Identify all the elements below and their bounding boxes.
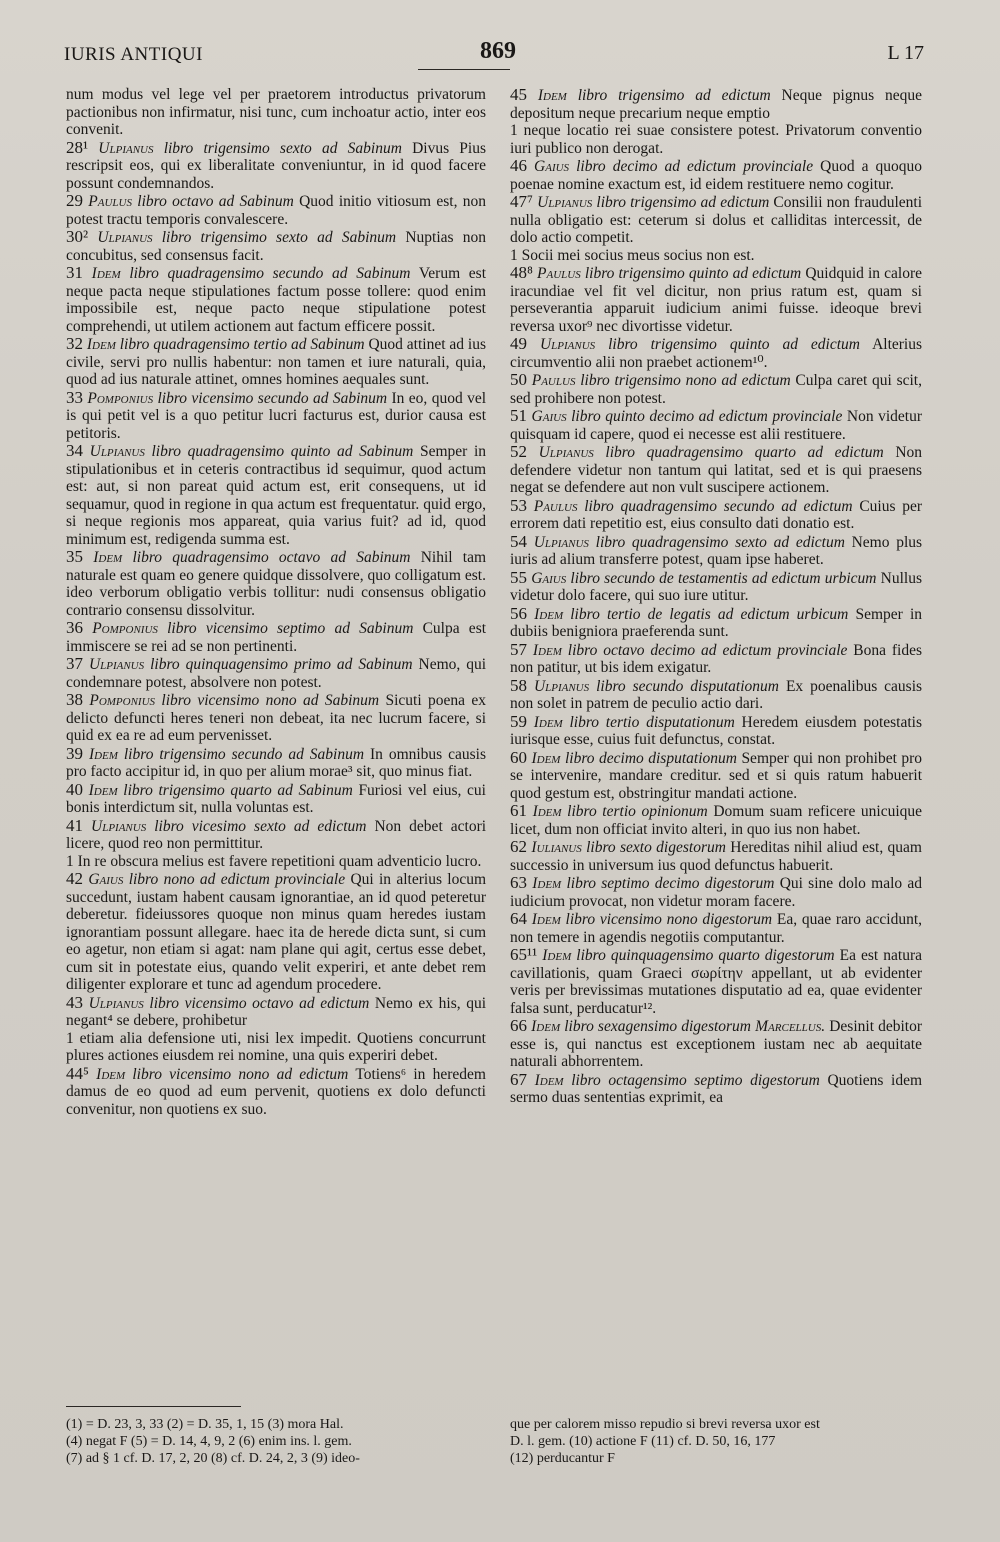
- jurist-name: Idem: [533, 713, 563, 731]
- inscription: [542, 947, 834, 964]
- law-number: 36: [66, 618, 83, 637]
- book-reference: libro vicensimo septimo ad Sabinum: [167, 620, 414, 637]
- law-number: 35: [66, 547, 83, 566]
- law-entry: [510, 407, 922, 443]
- law-number: 45: [510, 85, 527, 104]
- jurist-name: Idem: [531, 749, 561, 767]
- book-reference: libro vicensimo nono ad Sabinum: [161, 692, 380, 709]
- law-number: 38: [66, 690, 83, 709]
- jurist-name: Paulus: [88, 193, 132, 210]
- law-number: 53: [510, 495, 527, 515]
- law-entry: [510, 533, 922, 569]
- paragraph: [66, 1030, 486, 1065]
- jurist-name: Idem: [532, 641, 562, 659]
- jurist-name: Idem: [531, 911, 561, 928]
- inscription: [534, 498, 853, 515]
- book-reference: libro quadragensimo octavo ad Sabinum: [132, 549, 411, 566]
- jurist-name: Ulpianus: [537, 194, 593, 211]
- jurist-name: Idem: [531, 1018, 561, 1035]
- inscription: [531, 839, 726, 856]
- paragraph: [510, 122, 922, 157]
- jurist-name: Ulpianus: [533, 533, 589, 551]
- law-number: 30²: [66, 227, 89, 246]
- book-reference: libro trigensimo sexto ad Sabinum: [163, 139, 402, 157]
- jurist-name: Idem: [91, 265, 121, 282]
- law-text: In eo, quod vel is qui petit vel is a quo petitur lucri facturus est, durior causa est petitoris.: [66, 389, 487, 442]
- jurist-name: Gaius: [531, 408, 567, 425]
- inscription: [532, 408, 843, 425]
- section-marker: L 17: [887, 42, 924, 64]
- book-reference: libro quadragensimo tertio ad Sabinum: [119, 336, 365, 353]
- book-reference: libro vicensimo nono digestorum: [565, 911, 773, 928]
- law-entry: [510, 157, 922, 193]
- jurist-name: Idem: [96, 1065, 126, 1083]
- book-reference: libro quinquagensimo primo ad Sabinum: [150, 656, 413, 673]
- paragraph-text: 1 etiam alia defensione uti, nisi lex impedit. Quotiens concurrunt plures actiones eiusdem rei nomine, una quis experiri debet.: [66, 1029, 486, 1064]
- law-entry: [510, 605, 922, 641]
- book-reference: libro trigensimo sexto ad Sabinum: [161, 229, 397, 246]
- law-number: 58: [510, 675, 527, 695]
- footnote-line: (1) = D. 23, 3, 33 (2) = D. 35, 1, 15 (3) mora Hal.: [66, 1417, 344, 1432]
- inscription: [89, 656, 413, 673]
- book-reference: libro octagensimo septimo digestorum: [571, 1071, 820, 1089]
- law-number: 61: [510, 801, 527, 820]
- law-number: 48⁸: [510, 263, 533, 282]
- law-number: 33: [66, 387, 83, 407]
- law-entry: [510, 874, 922, 910]
- law-text: Non defendere videtur non tantum qui latitat, sed et is qui praesens negat se defendere aut non vult suscipere actionem.: [510, 444, 923, 496]
- book-reference: libro trigensimo quinto ad edictum: [584, 265, 802, 282]
- inscription: [87, 390, 387, 407]
- law-entry: [510, 443, 922, 497]
- law-entry: [510, 713, 922, 749]
- inscription: [534, 606, 848, 623]
- book-reference: libro trigensimo quarto ad Sabinum: [123, 781, 353, 799]
- jurist-name: Idem: [532, 875, 562, 892]
- law-number: 40: [66, 779, 83, 799]
- inscription: [90, 443, 414, 460]
- running-header: [64, 38, 924, 70]
- law-number: 62: [510, 837, 527, 856]
- law-entry: [510, 264, 922, 335]
- inscription: [89, 782, 353, 799]
- law-number: 47⁷: [510, 192, 533, 211]
- law-number: 37: [66, 654, 83, 673]
- inscription: [534, 714, 735, 731]
- inscription: [89, 746, 364, 763]
- book-reference: libro vicensimo secundo ad Sabinum: [157, 389, 388, 407]
- footnote-line: (4) negat F (5) = D. 14, 4, 9, 2 (6) enim ins. l. gem.: [66, 1434, 352, 1449]
- inscription: [91, 818, 366, 835]
- law-entry: [510, 1017, 922, 1071]
- inscription: [87, 336, 365, 353]
- law-entry: [66, 228, 486, 264]
- law-number: 59: [510, 711, 527, 731]
- law-text: Hereditas nihil aliud est, quam successio in universum ius quod defunctus habuerit.: [510, 839, 922, 874]
- inscription: [532, 372, 791, 389]
- law-number: 67: [510, 1069, 527, 1089]
- book-reference: libro quadragensimo quinto ad Sabinum: [151, 443, 414, 460]
- book-reference: libro tertio disputationum: [569, 713, 735, 731]
- law-text: Culpa est immiscere se rei ad se non pertinenti.: [66, 620, 487, 655]
- book-reference: libro quinquagensimo quarto digestorum: [576, 947, 835, 964]
- law-text: Verum est neque pacta neque stipulationes factum posse tollere: quod enim impossibile est, neque pacto neque stipulatione potest comprehendi, ut utilem actionem aut factum efficere possit.: [66, 265, 487, 335]
- inscription: [539, 444, 884, 461]
- law-number: 41: [66, 815, 83, 835]
- law-number: 32: [66, 334, 83, 353]
- jurist-name: Ulpianus: [539, 336, 596, 353]
- law-entry: [66, 619, 486, 655]
- paragraph: [510, 247, 922, 265]
- jurist-name: Idem: [86, 336, 116, 353]
- inscription: [97, 229, 396, 246]
- header-rule: [418, 69, 510, 70]
- inscription: [93, 549, 410, 566]
- jurist-name: Ulpianus: [98, 139, 154, 157]
- inscription-tail: Marcellus.: [755, 1018, 826, 1035]
- inscription: [88, 871, 345, 888]
- law-number: 51: [510, 406, 527, 425]
- law-text: Non videtur quisquam id capere, quod ei necesse est alii restituere.: [510, 408, 923, 443]
- book-reference: libro trigensimo ad edictum: [577, 87, 771, 104]
- law-entry: [510, 946, 922, 1017]
- jurist-name: Pomponius: [92, 620, 158, 637]
- inscription: [540, 336, 860, 353]
- book-reference: libro octavo decimo ad edictum provinciale: [567, 641, 848, 659]
- book-reference: libro trigensimo ad edictum: [596, 194, 770, 211]
- law-entry: [66, 264, 486, 335]
- law-entry: [510, 569, 922, 605]
- law-entry: [510, 193, 922, 247]
- book-reference: libro sexto digestorum: [586, 839, 726, 856]
- law-text: Quod attinet ad ius civile, servi pro nullis habentur: non tamen et iure naturali, quia, quod ad ius naturale attinet, omnes homines aequales sunt.: [66, 336, 487, 388]
- law-entry: [510, 497, 922, 533]
- law-text: Desinit debitor esse is, qui nanctus est exceptionem iustam nec ab aequitate naturali abhorrentem.: [510, 1018, 923, 1070]
- book-reference: libro septimo decimo digestorum: [566, 875, 775, 892]
- inscription: [531, 570, 876, 587]
- inscription: [92, 265, 411, 282]
- law-entry: [510, 677, 922, 713]
- paragraph: [66, 853, 486, 871]
- book-reference: libro vicensimo nono ad edictum: [132, 1065, 349, 1083]
- footnote-line: (7) ad § 1 cf. D. 17, 2, 20 (8) cf. D. 24, 2, 3 (9) ideo-: [66, 1451, 360, 1466]
- law-entry: [66, 442, 486, 548]
- law-text: Culpa caret qui scit, sed prohibere non potest.: [510, 372, 922, 407]
- law-text: Qui in alterius locum succedunt, iustam habent causam ignorantiae, an id quod peteretur deberetur. fideiussores quoque non minus quam heredes iustam ignorantiam possunt allegare. haec ita de herede dicta sunt, si cum eo agetur, non etiam si agat: nam plane qui agit, certus esse debet, cum sit in potestate eius, quando velit experiri, et ante debet rem diligenter explorare et tunc ad agendum procedere.: [66, 871, 487, 993]
- paragraph-text: 1 Socii mei socius meus socius non est.: [510, 246, 755, 264]
- paragraph: [66, 86, 486, 139]
- law-entry: [66, 548, 486, 619]
- inscription: [534, 534, 845, 551]
- inscription: [533, 642, 848, 659]
- book-reference: libro tertio opinionum: [567, 803, 708, 820]
- footnote-line: (12) perducantur F: [510, 1451, 615, 1466]
- footnote-rule: [66, 1406, 241, 1407]
- law-number: 55: [510, 567, 527, 587]
- law-text: Semper qui non prohibet pro se intervenire, mandare creditur. sed et si quis ratum habuerit quod gestum est, obstringitur mandati actione.: [510, 749, 923, 802]
- law-text: Heredem eiusdem potestatis iurisque esse, cuius fuit defunctus, constat.: [510, 713, 922, 748]
- law-text: Furiosi vel eius, cui bonis interdictum sit, nulla voluntas est.: [66, 781, 486, 816]
- jurist-name: Idem: [93, 549, 123, 566]
- inscription: [88, 193, 294, 210]
- law-text: Semper in dubiis benigniora praeferenda sunt.: [510, 605, 922, 640]
- law-number: 28¹: [66, 137, 89, 157]
- law-number: 29: [66, 191, 83, 210]
- law-text: Semper in stipulationibus et in ceteris contractibus id sequimur, quod actum est: aut, si non pareat quid actum est, erit consequens, ut id sequamur, quod in regione in qua actum est frequentatur. quid ergo, si neque regionis mos appareat, quia varius fuit? ad id, quod minimum est, redigenda summa est.: [66, 443, 486, 548]
- book-reference: libro vicensimo octavo ad edictum: [149, 994, 370, 1012]
- law-entry: [66, 994, 486, 1030]
- law-number: 65¹¹: [510, 945, 538, 964]
- footnotes-left: [66, 1416, 486, 1467]
- law-text: Ex poenalibus causis non solet in patrem de peculio actio dari.: [510, 677, 923, 712]
- inscription: [89, 692, 379, 709]
- book-reference: libro trigensimo nono ad edictum: [580, 372, 791, 389]
- paragraph-text: 1 In re obscura melius est favere repetitioni quam adventicio lucro.: [66, 852, 482, 870]
- law-text: Ea, quae raro accidunt, non temere in agendis negotiis computantur.: [510, 911, 922, 946]
- law-text: Nemo ex his, qui negant⁴ se debere, prohibetur: [66, 994, 487, 1029]
- jurist-name: Idem: [542, 947, 572, 964]
- law-number: 31: [66, 263, 83, 282]
- jurist-name: Idem: [534, 605, 564, 623]
- law-text: Consilii non fraudulenti nulla obligatio est: ceterum si dolus et calliditas intercessit, de dolo actio competit.: [510, 194, 923, 246]
- law-text: Domum suam reficere unicuique licet, dum non officiat invito alteri, in quo ius non habet.: [510, 803, 923, 838]
- law-entry: [66, 781, 486, 817]
- law-number: 63: [510, 873, 527, 892]
- jurist-name: Gaius: [88, 871, 124, 888]
- book-reference: libro quadragensimo quarto ad edictum: [605, 444, 884, 461]
- law-entry: [66, 745, 486, 781]
- inscription: [535, 1072, 820, 1089]
- law-entry: [510, 86, 922, 122]
- law-entry: [510, 838, 922, 874]
- inscription: [531, 750, 736, 767]
- left-column: [66, 86, 486, 1118]
- law-entry: [66, 335, 486, 389]
- jurist-name: Ulpianus: [91, 817, 147, 835]
- law-text: Quotiens idem sermo duas sententias exprimit, ea: [510, 1071, 923, 1106]
- law-entry: [66, 817, 486, 853]
- jurist-name: Ulpianus: [97, 229, 153, 246]
- jurist-name: Ulpianus: [89, 443, 145, 460]
- jurist-name: Idem: [88, 745, 118, 763]
- law-entry: [66, 389, 486, 443]
- jurist-name: Idem: [534, 1071, 564, 1089]
- jurist-name: Idem: [537, 87, 567, 104]
- law-text: Quod initio vitiosum est, non potest tractu temporis convalescere.: [66, 193, 487, 228]
- law-entry: [510, 641, 922, 677]
- book-reference: libro nono ad edictum provinciale: [128, 871, 346, 888]
- law-text: Totiens⁶ in heredem damus de eo quod ad eum pervenit, quotiens ex dolo defuncti convenitur, non quotiens ex suo.: [66, 1065, 486, 1118]
- inscription: [537, 194, 769, 211]
- law-number: 64: [510, 909, 527, 928]
- jurist-name: Ulpianus: [538, 444, 594, 461]
- book-reference: libro secundo disputationum: [596, 677, 779, 695]
- book-reference: libro decimo ad edictum provinciale: [576, 158, 814, 175]
- law-number: 54: [510, 531, 527, 551]
- paragraph-text: num modus vel lege vel per praetorem introductus privatorum pactionibus non infirmatur, nisi tunc, cum inchoatur actio, inter eos convenit.: [66, 86, 486, 138]
- law-number: 66: [510, 1016, 527, 1035]
- law-entry: [66, 655, 486, 691]
- law-text: Non debet actori licere, quod reo non permittitur.: [66, 817, 487, 852]
- inscription: [532, 911, 772, 928]
- law-entry: [66, 691, 486, 745]
- law-text: In omnibus causis pro facto accipitur id, in quo per alium morae³ sit, quo minus fiat.: [66, 745, 487, 780]
- law-text: Divus Pius rescripsit eos, qui ex liberalitate conveniuntur, in id quod facere possunt condemnandos.: [66, 139, 487, 192]
- jurist-name: Ulpianus: [88, 994, 144, 1012]
- law-entry: [510, 910, 922, 946]
- law-number: 43: [66, 992, 83, 1012]
- law-number: 39: [66, 743, 83, 763]
- law-number: 57: [510, 639, 527, 659]
- law-number: 56: [510, 603, 527, 623]
- law-text: Ea est natura cavillationis, quam Graeci σωρίτην appellant, ut ab evidenter veris per brevissimas mutationes disputatio ad ea, quae evidenter falsa sunt, perducatur¹².: [510, 947, 922, 1017]
- law-text: Alterius circumventio alii non praebet actionem¹⁰.: [510, 336, 922, 371]
- jurist-name: Paulus: [531, 372, 576, 389]
- law-number: 52: [510, 442, 527, 461]
- inscription: [92, 620, 413, 637]
- jurist-name: Pomponius: [87, 389, 154, 407]
- page-number: 869: [480, 38, 516, 64]
- jurist-name: Iulianus: [531, 839, 582, 856]
- inscription: [537, 265, 801, 282]
- law-text: Quod a quoquo poenae nomine exactum est, id eidem restituere nemo cogitur.: [510, 158, 923, 193]
- book-reference: libro sexagensimo digestorum: [564, 1018, 752, 1035]
- law-entry: [66, 139, 486, 193]
- law-entry: [510, 749, 922, 803]
- law-entry: [66, 870, 486, 994]
- jurist-name: Paulus: [533, 497, 578, 515]
- book-reference: libro quadragensimo secundo ad Sabinum: [129, 265, 411, 282]
- law-entry: [510, 802, 922, 838]
- inscription: [538, 87, 771, 104]
- footnote-line: D. l. gem. (10) actione F (11) cf. D. 50, 16, 177: [510, 1434, 776, 1449]
- book-reference: libro decimo disputationum: [564, 749, 737, 767]
- inscription: [96, 1066, 348, 1083]
- inscription: [534, 678, 779, 695]
- law-entry: [510, 335, 922, 371]
- book-reference: libro octavo ad Sabinum: [137, 193, 294, 210]
- law-text: Qui sine dolo malo ad iudicium provocat, non videtur moram facere.: [510, 875, 923, 910]
- inscription: [533, 803, 708, 820]
- paragraph-text: 1 neque locatio rei suae consistere potest. Privatorum conventio iuri publico non derogat.: [510, 122, 922, 157]
- book-reference: libro trigensimo quinto ad edictum: [608, 336, 860, 353]
- law-entry: [510, 371, 922, 407]
- footnote-line: que per calorem misso repudio si brevi reversa uxor est: [510, 1417, 820, 1432]
- law-text: Nullus videtur dolo facere, qui suo iure utitur.: [510, 569, 923, 604]
- law-number: 42: [66, 869, 83, 888]
- law-number: 44⁵: [66, 1063, 89, 1083]
- inscription: [531, 1018, 825, 1035]
- running-title: IURIS ANTIQUI: [64, 44, 203, 65]
- jurist-name: Idem: [88, 781, 118, 799]
- inscription: [532, 875, 774, 892]
- jurist-name: Ulpianus: [88, 656, 145, 673]
- law-entry: [510, 1071, 922, 1107]
- inscription: [98, 140, 402, 157]
- law-text: Neque pignus neque depositum neque precarium neque emptio: [510, 87, 922, 122]
- law-number: 49: [510, 334, 527, 353]
- book-reference: libro secundo de testamentis ad edictum urbicum: [570, 569, 877, 587]
- jurist-name: Ulpianus: [533, 677, 590, 695]
- law-text: Sicuti poena ex delicto defuncti heres teneri non debeat, ita nec lucrum facere, si quid ex ea re ad eum pervenisset.: [66, 692, 487, 744]
- book-reference: libro tertio de legatis ad edictum urbicum: [570, 605, 849, 623]
- law-entry: [66, 192, 486, 228]
- jurist-name: Pomponius: [89, 692, 156, 709]
- law-text: Nemo plus iuris ad alium transferre potest, quam ipse haberet.: [510, 533, 923, 568]
- law-number: 50: [510, 370, 527, 389]
- law-number: 46: [510, 156, 527, 175]
- law-text: Cuius per errorem dati repetitio est, eius consulto dati donatio est.: [510, 497, 923, 532]
- book-reference: libro quadragensimo sexto ad edictum: [595, 533, 845, 551]
- law-text: Nihil tam naturale est quam eo genere quidque dissolvere, quo colligatum est. ideo verborum obligatio verbis tollitur: nudi consensus obligatio contrario consensu dissolvitur.: [66, 549, 487, 619]
- inscription: [89, 995, 370, 1012]
- law-text: Quidquid in calore iracundiae vel fit vel dicitur, non prius ratum est, quam si perseverantia apparuit iudicium animi fuisse. ideoque brevi reversa uxor⁹ nec divortisse videtur.: [510, 265, 922, 335]
- book-reference: libro quinto decimo ad edictum provinciale: [571, 408, 843, 425]
- book-reference: libro vicesimo sexto ad edictum: [154, 817, 367, 835]
- footnotes-right: [510, 1416, 922, 1467]
- jurist-name: Gaius: [534, 158, 570, 175]
- law-number: 60: [510, 747, 527, 767]
- book-reference: libro trigensimo secundo ad Sabinum: [123, 745, 365, 763]
- jurist-name: Paulus: [537, 265, 581, 282]
- law-text: Nuptias non concubitus, sed consensus facit.: [66, 229, 486, 264]
- jurist-name: Idem: [532, 803, 562, 820]
- inscription: [534, 158, 813, 175]
- right-column: [510, 86, 922, 1107]
- law-entry: [66, 1065, 486, 1119]
- law-number: 34: [66, 441, 83, 460]
- law-text: Bona fides non patitur, ut bis idem exigatur.: [510, 641, 923, 676]
- book-reference: libro quadragensimo secundo ad edictum: [584, 497, 853, 515]
- jurist-name: Gaius: [531, 569, 567, 587]
- law-text: Nemo, qui condemnare potest, absolvere non potest.: [66, 656, 487, 691]
